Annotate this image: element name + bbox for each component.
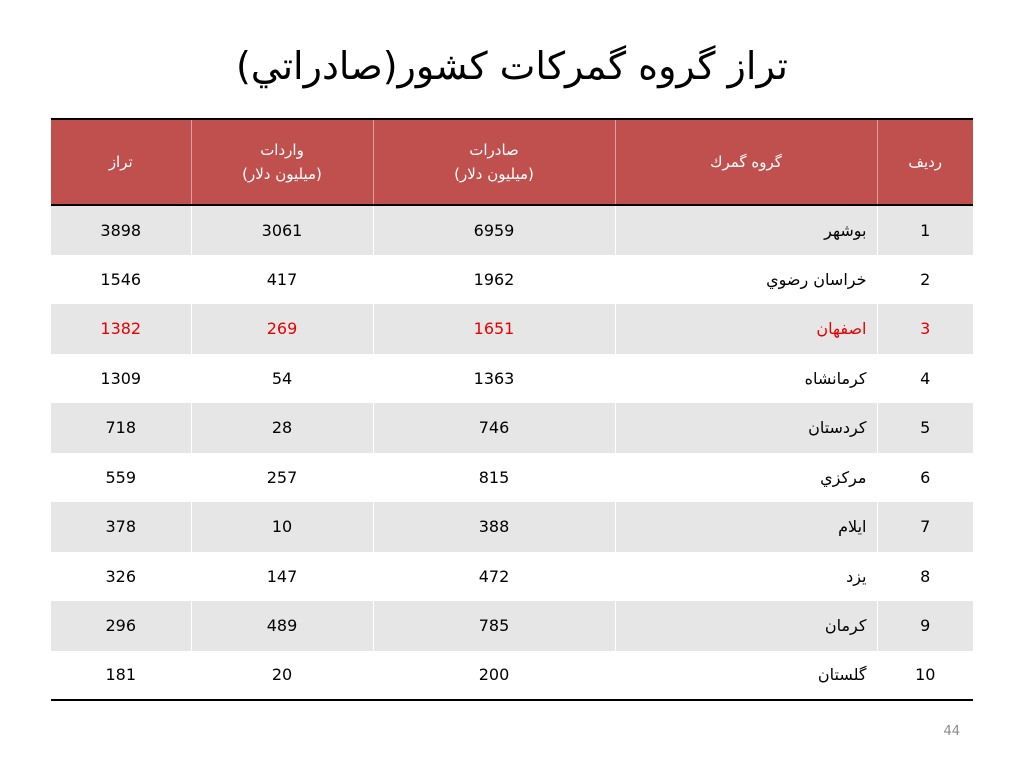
cell-balance: 296 [105,616,137,636]
cell-balance: 181 [51,651,191,701]
header-exports-label: صادرات [469,141,519,159]
cell-exports: 1651 [373,304,615,354]
table-row [51,502,973,552]
table-row [51,403,973,453]
header-balance: تراز [51,119,191,205]
cell-imports: 3061 [191,205,373,255]
header-imports [191,119,373,205]
header-exports [373,119,615,205]
cell-customs-group: كرمان [615,601,877,651]
table-row [51,552,973,602]
table-row [51,255,973,305]
table-row [51,354,973,404]
cell-exports: 785 [373,601,615,651]
cell-exports: 746 [373,403,615,453]
cell-imports: 417 [191,255,373,305]
cell-imports: 28 [191,403,373,453]
cell-customs-group: مركزي [615,453,877,503]
cell-customs-group: ايلام [615,502,877,552]
cell-radif: 2 [877,255,973,305]
cell-imports: 10 [191,502,373,552]
header-row [51,119,973,205]
page-number: 44 [943,724,960,739]
slide-title: تراز گروه گمرکات کشور(صادراتي) [235,44,789,88]
cell-imports: 269 [191,304,373,354]
cell-balance: 326 [105,566,137,586]
cell-radif: 10 [877,651,973,701]
cell-balance: 718 [105,418,137,438]
cell-balance: 1546 [100,269,142,289]
cell-exports: 815 [373,453,615,503]
header-imports-label: واردات [260,141,304,159]
table-row [51,453,973,503]
cell-imports: 147 [191,552,373,602]
cell-customs-group: يزد [615,552,877,602]
cell-exports: 6959 [373,205,615,255]
cell-radif: 6 [877,453,973,503]
cell-customs-group: كرمانشاه [615,354,877,404]
cell-balance: 1382 [100,319,142,339]
cell-radif: 9 [877,601,973,651]
cell-radif: 7 [877,502,973,552]
cell-exports: 1363 [373,354,615,404]
cell-radif: 3 [877,304,973,354]
cell-balance: 1309 [100,368,142,388]
table-body [51,205,973,700]
cell-imports: 489 [191,601,373,651]
table-row [51,205,973,255]
table-header [51,119,973,205]
cell-customs-group: گلستان [615,651,877,701]
table-container [51,118,973,701]
table-row [51,601,973,651]
cell-imports: 20 [191,651,373,701]
header-exports-unit: (ميليون دلار) [454,165,534,183]
cell-imports: 257 [191,453,373,503]
cell-radif: 8 [877,552,973,602]
table-row [51,651,973,701]
cell-balance: 559 [105,467,137,487]
header-imports-unit: (ميليون دلار) [242,165,322,183]
cell-radif: 4 [877,354,973,404]
cell-exports: 200 [373,651,615,701]
cell-customs-group: خراسان رضوي [615,255,877,305]
cell-balance: 378 [105,517,137,537]
table-row [51,304,973,354]
cell-imports: 54 [191,354,373,404]
cell-radif: 1 [877,205,973,255]
cell-customs-group: بوشهر [615,205,877,255]
cell-exports: 1962 [373,255,615,305]
cell-balance: 3898 [100,220,142,240]
cell-customs-group: اصفهان [615,304,877,354]
cell-exports: 388 [373,502,615,552]
customs-balance-table [51,118,973,701]
cell-exports: 472 [373,552,615,602]
cell-customs-group: كردستان [615,403,877,453]
header-customs-group: گروه گمرك [615,119,877,205]
header-radif: رديف [877,119,973,205]
cell-radif: 5 [877,403,973,453]
